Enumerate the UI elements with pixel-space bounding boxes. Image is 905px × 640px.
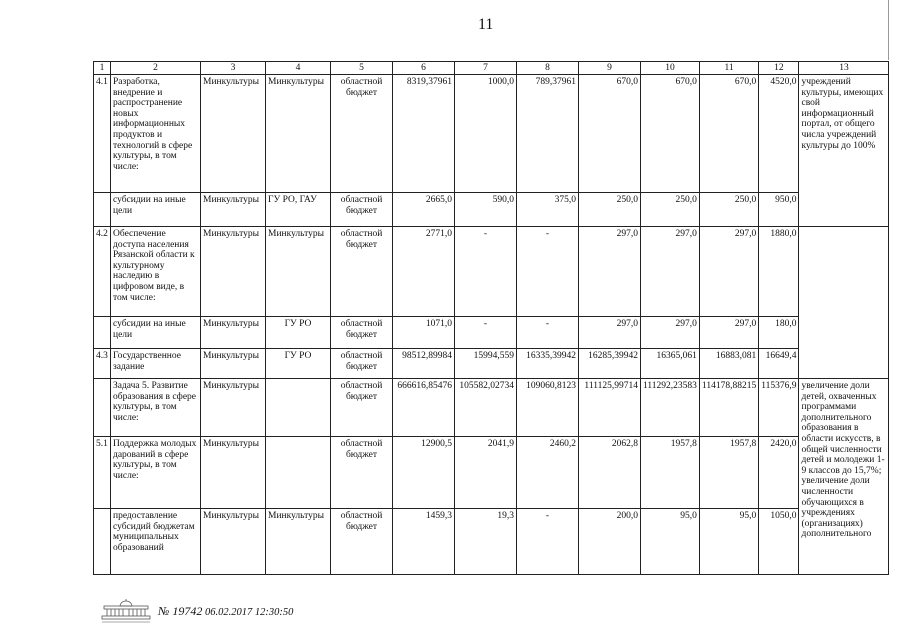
activity-name: субсидии на иные цели — [111, 317, 201, 349]
executor: Минкультуры — [201, 379, 266, 437]
funding-source: областной бюджет — [331, 75, 393, 193]
table-row — [94, 193, 889, 227]
total-value: 2771,0 — [393, 227, 455, 317]
executor: Минкультуры — [201, 509, 266, 575]
row-number: 4.3 — [94, 349, 111, 379]
co-executor: ГУ РО — [266, 317, 331, 349]
header-cell: 4 — [266, 62, 331, 75]
activity-name: предоставление субсидий бюджетам муниципальных образований — [111, 509, 201, 575]
year-value: 115376,9 — [759, 379, 799, 437]
co-executor — [266, 379, 331, 437]
year-value: 1957,8 — [641, 437, 700, 509]
year-value: 16883,081 — [699, 349, 758, 379]
table-row — [94, 437, 889, 509]
funding-source: областной бюджет — [331, 379, 393, 437]
year-value: 670,0 — [641, 75, 700, 193]
empty-indicator-cell — [799, 227, 889, 379]
row-number — [94, 193, 111, 227]
header-cell: 12 — [759, 62, 799, 75]
target-indicator: увеличение доли детей, охваченных программами дополнительного образования в области искусств, в общей численности детей и молодежи 1-9 классов до 15,7%; увеличение доли численности обучающихся в учреждениях (организациях) дополнительного — [799, 379, 889, 575]
funding-source: областной бюджет — [331, 227, 393, 317]
row-number: 4.1 — [94, 75, 111, 193]
executor: Минкультуры — [201, 349, 266, 379]
year-value: 4520,0 — [759, 75, 799, 193]
header-cell: 11 — [699, 62, 758, 75]
year-value: 2041,9 — [455, 437, 517, 509]
margin-line — [888, 0, 889, 60]
year-value: 95,0 — [699, 509, 758, 575]
total-value: 98512,89984 — [393, 349, 455, 379]
year-value: 250,0 — [699, 193, 758, 227]
year-value: 250,0 — [579, 193, 641, 227]
year-value: - — [517, 317, 579, 349]
table-row — [94, 349, 889, 379]
row-number: 5.1 — [94, 437, 111, 509]
year-value: 1957,8 — [699, 437, 758, 509]
co-executor: Минкультуры — [266, 227, 331, 317]
year-value: 16365,061 — [641, 349, 700, 379]
year-value: 111292,23583 — [641, 379, 700, 437]
year-value: 297,0 — [699, 317, 758, 349]
year-value: 670,0 — [579, 75, 641, 193]
year-value: 297,0 — [579, 227, 641, 317]
year-value: 590,0 — [455, 193, 517, 227]
total-value: 666616,85476 — [393, 379, 455, 437]
year-value: 297,0 — [641, 227, 700, 317]
executor: Минкультуры — [201, 193, 266, 227]
year-value: 19,3 — [455, 509, 517, 575]
total-value: 8319,37961 — [393, 75, 455, 193]
year-value: 297,0 — [579, 317, 641, 349]
year-value: 200,0 — [579, 509, 641, 575]
header-cell: 6 — [393, 62, 455, 75]
header-cell: 13 — [799, 62, 889, 75]
executor: Минкультуры — [201, 227, 266, 317]
row-number — [94, 317, 111, 349]
year-value: 2420,0 — [759, 437, 799, 509]
header-cell: 10 — [641, 62, 700, 75]
year-value: 16335,39942 — [517, 349, 579, 379]
row-number — [94, 379, 111, 437]
registration-stamp — [100, 598, 293, 624]
header-cell: 9 — [579, 62, 641, 75]
header-cell: 5 — [331, 62, 393, 75]
co-executor: Минкультуры — [266, 509, 331, 575]
funding-source: областной бюджет — [331, 193, 393, 227]
co-executor: ГУ РО, ГАУ — [266, 193, 331, 227]
year-value: 109060,8123 — [517, 379, 579, 437]
page-number: 11 — [478, 16, 494, 33]
year-value: 16285,39942 — [579, 349, 641, 379]
activity-name: Задача 5. Развитие образования в сфере культуры, в том числе: — [111, 379, 201, 437]
activity-name: субсидии на иные цели — [111, 193, 201, 227]
year-value: 2460,2 — [517, 437, 579, 509]
header-cell: 7 — [455, 62, 517, 75]
header-cell: 8 — [517, 62, 579, 75]
year-value: 1880,0 — [759, 227, 799, 317]
table-row — [94, 317, 889, 349]
funding-source: областной бюджет — [331, 317, 393, 349]
year-value: 1000,0 — [455, 75, 517, 193]
year-value: 16649,4 — [759, 349, 799, 379]
header-cell: 1 — [94, 62, 111, 75]
table-row — [94, 379, 889, 437]
co-executor — [266, 437, 331, 509]
year-value: 2062,8 — [579, 437, 641, 509]
co-executor: Минкультуры — [266, 75, 331, 193]
header-row — [94, 62, 889, 75]
year-value: - — [517, 227, 579, 317]
activity-name: Государственное задание — [111, 349, 201, 379]
year-value: 95,0 — [641, 509, 700, 575]
row-number — [94, 509, 111, 575]
header-cell: 3 — [201, 62, 266, 75]
activity-name: Поддержка молодых дарований в сфере культуры, в том числе: — [111, 437, 201, 509]
year-value: 1050,0 — [759, 509, 799, 575]
year-value: - — [455, 317, 517, 349]
year-value: 297,0 — [641, 317, 700, 349]
funding-source: областной бюджет — [331, 509, 393, 575]
header-cell: 2 — [111, 62, 201, 75]
stamp-number: № 19742 — [158, 603, 203, 618]
year-value: 15994,559 — [455, 349, 517, 379]
total-value: 1459,3 — [393, 509, 455, 575]
target-indicator: учреждений культуры, имеющих свой информационный портал, от общего числа учреждений культуры до 100% — [799, 75, 889, 227]
executor: Минкультуры — [201, 317, 266, 349]
table-row — [94, 227, 889, 317]
year-value: 789,37961 — [517, 75, 579, 193]
total-value: 1071,0 — [393, 317, 455, 349]
year-value: 105582,02734 — [455, 379, 517, 437]
year-value: - — [517, 509, 579, 575]
table-row — [94, 75, 889, 193]
year-value: 297,0 — [699, 227, 758, 317]
year-value: 114178,88215 — [699, 379, 758, 437]
activity-name: Обеспечение доступа населения Рязанской области к культурному наследию в цифровом виде, в том числе: — [111, 227, 201, 317]
funding-source: областной бюджет — [331, 349, 393, 379]
year-value: - — [455, 227, 517, 317]
co-executor: ГУ РО — [266, 349, 331, 379]
stamp-datetime: 06.02.2017 12:30:50 — [204, 606, 294, 618]
year-value: 250,0 — [641, 193, 700, 227]
year-value: 375,0 — [517, 193, 579, 227]
total-value: 12900,5 — [393, 437, 455, 509]
year-value: 670,0 — [699, 75, 758, 193]
program-table — [93, 61, 889, 575]
executor: Минкультуры — [201, 75, 266, 193]
executor: Минкультуры — [201, 437, 266, 509]
year-value: 950,0 — [759, 193, 799, 227]
total-value: 2665,0 — [393, 193, 455, 227]
year-value: 180,0 — [759, 317, 799, 349]
activity-name: Разработка, внедрение и распространение новых информационных продуктов и технологий в сфере культуры, в том числе: — [111, 75, 201, 193]
funding-source: областной бюджет — [331, 437, 393, 509]
stamp-text — [158, 604, 293, 619]
government-building-icon — [100, 598, 152, 624]
table-row — [94, 509, 889, 575]
year-value: 111125,99714 — [579, 379, 641, 437]
row-number: 4.2 — [94, 227, 111, 317]
